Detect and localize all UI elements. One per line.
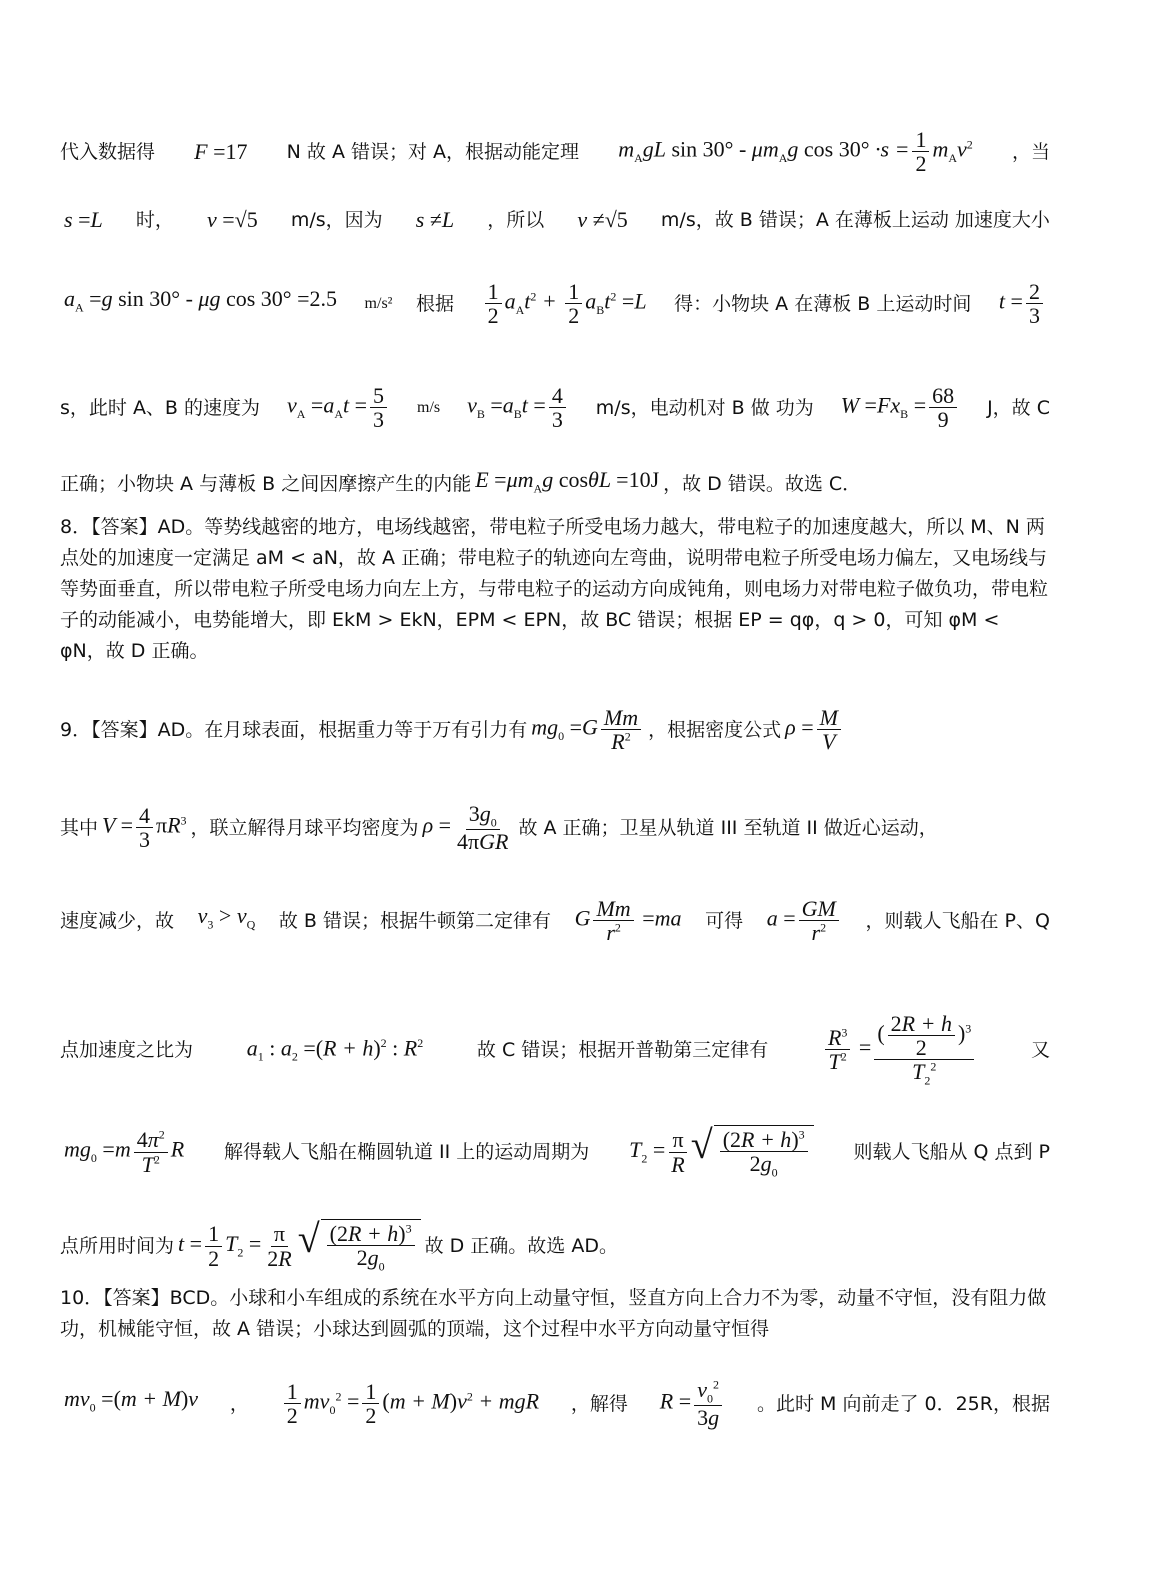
text-segment: ， <box>229 1392 249 1415</box>
text-segment: m/s <box>417 398 441 416</box>
answer-10-paragraph: 10．【答案】BCD。小球和小车组成的系统在水平方向上动量守恒，竖直方向上合力不为零，动量不守恒，没有阻力做功，机械能守恒，故 A 错误；小球达到圆弧的顶端，这个过程中水平方向动量守恒得 <box>60 1287 1047 1340</box>
text-segment: m/s² <box>364 294 393 312</box>
solution-line-2 <box>60 207 1050 233</box>
formula-period-t2: $T_2$ = $\frac{\pi}{R}$ √ $\frac{(2R + h)^3}{2g_0}$ <box>629 1125 814 1179</box>
answer-9-line-6 <box>60 1216 1050 1274</box>
formula-momentum: $mv_0 =(m + M)v$ <box>64 1386 199 1415</box>
text-segment: m/s，因为 <box>290 209 383 231</box>
solution-line-4 <box>60 384 1050 431</box>
formula-time: t = $\frac{2}{3}$ <box>999 280 1046 327</box>
text-segment: 故 B 错误；根据牛顿第二定律有 <box>278 909 551 932</box>
formula-displacement-sum: $\frac{1}{2}$ $a_At^2$ + $\frac{1}{2}$ $a_Bt^2 =L$ <box>482 280 647 327</box>
formula-acc: a = $\frac{GM}{r^2}$ <box>767 897 842 944</box>
formula-rho-result: ρ = $\frac{3g_0}{\text{4πGR}}$ <box>422 801 509 854</box>
formula-s-neq-l: s ≠L <box>415 207 455 232</box>
text-segment: s，此时 A、B 的速度为 <box>60 396 261 419</box>
formula-f: F =17 <box>194 138 248 164</box>
text-segment: ，当 <box>1011 140 1050 163</box>
text-segment: ，则载人飞船在 P、Q <box>865 909 1050 932</box>
formula-v-sqrt5: v =√5 <box>206 207 258 232</box>
formula-v3-gt-vq: $v_3 > v_Q$ <box>197 903 256 932</box>
text-segment: 速度减少，故 <box>60 909 175 932</box>
answer-9-line-4 <box>60 1012 1050 1087</box>
formula-density: ρ = $\frac{M}{V}$ <box>785 706 844 753</box>
formula-v-neq-sqrt5: v ≠√5 <box>577 207 628 232</box>
answer-9-line-1 <box>60 706 1050 753</box>
text-segment: ，根据密度公式 <box>648 718 782 741</box>
text-segment: 代入数据得 <box>60 140 156 163</box>
text-segment: J，故 C <box>987 396 1050 419</box>
formula-newton: G $\frac{Mm}{r^2}$ =ma <box>574 896 682 946</box>
formula-va: $v_A =a_At$ = $\frac{5}{3}$ <box>287 384 390 431</box>
formula-energy: $\frac{1}{2}$ $mv_0^2$ = $\frac{1}{2}$ $(m + M)v^2$ + mgR <box>281 1380 539 1427</box>
formula-time-qp: t = $\frac{1}{2}$ $T_2$ = $\frac{\pi}{2R}$ √ $\frac{(2R + h)^3}{2g_0}$ <box>178 1219 421 1273</box>
answer-9-line-3 <box>60 897 1050 944</box>
text-segment: ，联立解得月球平均密度为 <box>190 816 419 839</box>
formula-heat: $E =\mu m_Ag$ cosθL =10J <box>475 467 660 496</box>
solution-line-3 <box>60 280 1050 327</box>
text-segment: 得：小物块 A 在薄板 B 上运动时间 <box>674 292 972 315</box>
formula-energy-theorem: $m_AgL$ $\sin 30^\circ - \mu m_Ag$ cos 30° ·s = $\frac{1}{2}$ $m_Av^2$ <box>618 127 973 177</box>
text-segment: 其中 <box>60 816 99 839</box>
solution-line-5 <box>60 467 1050 501</box>
formula-radius: R = $\frac{v_0^2}{3g}$ <box>660 1378 725 1429</box>
text-segment: 正确；小物块 A 与薄板 B 之间因摩擦产生的内能 <box>60 473 472 496</box>
text-segment: 故 D 正确。故选 AD。 <box>424 1235 618 1258</box>
formula-work: $W =Fx_B$ = $\frac{68}{9}$ <box>841 384 960 431</box>
text-segment: ，解得 <box>570 1392 628 1415</box>
text-segment: 点加速度之比为 <box>60 1038 194 1061</box>
formula-kepler: $\frac{R^3}{T^2}$ = ( $\frac{2R + h}{2}$ )$^3$ $T_2^2$ <box>822 1012 977 1087</box>
text-segment: m/s，电动机对 B 做 功为 <box>595 396 814 419</box>
formula-volume: V = $\frac{4}{3}$ $\pi R^3$ <box>102 802 187 853</box>
text-segment: 又 <box>1030 1038 1050 1061</box>
text-segment: 时， <box>135 209 174 231</box>
text-segment: 则载人飞船从 Q 点到 P <box>853 1141 1050 1164</box>
text-segment: 。此时 M 向前走了 0．25R，根据 <box>756 1392 1050 1415</box>
text-segment: 根据 <box>416 292 455 315</box>
answer-9-line-2 <box>60 802 1050 853</box>
text-segment: 解得载人飞船在椭圆轨道 II 上的运动周期为 <box>224 1141 590 1164</box>
answer-9-line-5 <box>60 1122 1050 1180</box>
text-segment: ，故 D 错误。故选 C． <box>663 473 862 496</box>
text-segment: ，所以 <box>487 209 545 231</box>
text-segment: N 故 A 错误；对 A，根据动能定理 <box>286 140 580 163</box>
text-segment: 9．【答案】AD。在月球表面，根据重力等于万有引力有 <box>60 718 528 741</box>
answer-8-paragraph: 8．【答案】AD。等势线越密的地方，电场线越密，带电粒子所受电场力越大，带电粒子的加速度越大，所以 M、N 两点处的加速度一定满足 aM < aN，故 A 正确；带电粒子的轨迹向左弯曲，说明带电粒子所受电场力偏左，又电场线与等势面垂直，所以带电粒子所受电场力向左上方，与带电粒子的运动方向成钝角，则电场力对带电粒子做负功，带电粒子的动能减小，电势能增大，即 EkM > EkN，EPM < EPN，故 BC 错误；根据 EP = qφ，q > 0，可知 φM < φN，故 D 正确。 <box>60 516 1049 662</box>
text-segment: 可得 <box>705 909 744 932</box>
formula-mg0: $mg_0 =m$ $\frac{4\pi^2}{T^2}$ R <box>64 1127 185 1177</box>
formula-acceleration-a: $a_A =g$ sin 30° - μg cos 30° =2.5 <box>64 286 337 315</box>
formula-s-eq-l: s =L <box>64 207 103 232</box>
text-segment: 故 C 错误；根据开普勒第三定律有 <box>476 1038 769 1061</box>
formula-acc-ratio: $a_1$ : $a_2 =(R + h)^2$ : $R^2$ <box>246 1035 424 1064</box>
formula-vb: $v_B =a_Bt$ = $\frac{4}{3}$ <box>467 384 569 431</box>
text-segment: m/s，故 B 错误；A 在薄板上运动 加速度大小 <box>660 209 1050 231</box>
formula-gravity: $mg_0 =G$ $\frac{Mm}{R^2}$ <box>531 706 644 753</box>
answer-10-line-2 <box>60 1378 1050 1429</box>
text-segment: 点所用时间为 <box>60 1235 175 1258</box>
text-segment: 故 A 正确；卫星从轨道 III 至轨道 II 做近心运动， <box>518 816 938 839</box>
solution-line-1 <box>60 128 1050 175</box>
